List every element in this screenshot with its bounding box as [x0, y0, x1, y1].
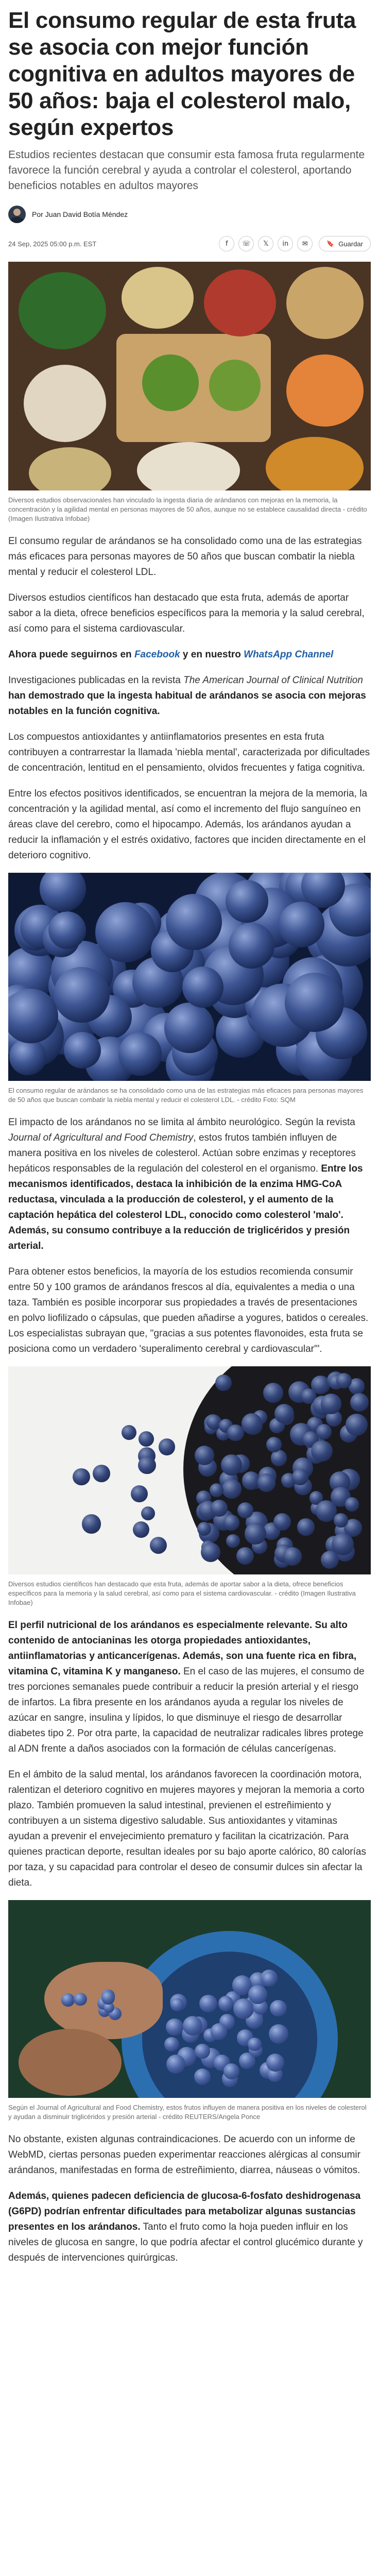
figure-3: [8, 1366, 371, 1607]
figure-1-caption: Diversos estudios observacionales han vinculado la ingesta diaria de arándanos con mejoras en la memoria, la concentración y la agilidad mental en personas mayores de 50 años, aunque no se establece causalidad directa - crédito (Imagen Ilustrativa Infobae): [8, 496, 367, 522]
blueberry: [195, 1446, 214, 1465]
blueberry: [279, 902, 324, 947]
blueberry: [133, 1521, 149, 1538]
blueberry-harvest-image: [8, 1900, 371, 2098]
bold-text: El perfil nutricional de los arándanos es especialmente relevante. Su alto contenido de antocianinas les otorga propiedades antioxidantes, antiinflamatorias y anticancerígenas. Además, son una fuente rica en fibra, vitamina C, vitamina K y manganeso.: [8, 1620, 357, 1677]
blueberry: [334, 1513, 348, 1528]
text: , estos frutos también influyen de manera positiva en los niveles de colesterol. Actúan sobre enzimas y receptores hepáticos responsables de la regulación del colesterol en el organismo.: [8, 1132, 356, 1174]
linkedin-share-button[interactable]: [278, 236, 293, 251]
facebook-icon: f: [226, 240, 228, 248]
article-headline: El consumo regular de esta fruta se asocia con mejor función cognitiva en adultos mayores de 50 años: baja el colesterol malo, según expertos: [8, 8, 356, 140]
text: En el caso de las mujeres, el consumo de tres porciones semanales puede contribuir a reducir la presión arterial y el riesgo de infartos. La fibra presente en los arándanos ayuda a regular los niveles de azúcar en sangre, insulina y lípidos, lo que disminuye el riesgo de desarrollar diabetes tipo 2. Por otra parte, la capacidad de neutralizar radicales libres protege al ADN frente a daños asociados con la formación de células cancerígenas.: [8, 1666, 365, 1754]
blueberry: [73, 1468, 90, 1486]
blueberry: [166, 894, 222, 951]
blueberry: [118, 1032, 161, 1075]
facebook-share-button[interactable]: [219, 236, 234, 251]
blueberry: [257, 1473, 275, 1492]
blueberry: [159, 1438, 176, 1455]
blueberry: [210, 1483, 223, 1497]
text: Investigaciones publicadas en la revista: [8, 675, 184, 686]
hand: [19, 2029, 122, 2096]
blueberry: [222, 1479, 242, 1499]
food-flatlay-image: [8, 262, 371, 490]
save-button[interactable]: [319, 236, 371, 251]
blueberry: [262, 1972, 277, 1987]
blueberry: [266, 2054, 284, 2072]
bookmark-icon: 🔖: [326, 240, 335, 247]
blueberry: [138, 1456, 156, 1475]
blueberry: [93, 1465, 110, 1482]
blueberry: [131, 1485, 148, 1502]
blueberry: [82, 1514, 101, 1534]
whatsapp-share-button[interactable]: [238, 236, 254, 251]
blueberry: [74, 1993, 87, 2006]
blueberry: [8, 989, 58, 1043]
paragraph: [8, 2189, 371, 2266]
follow-us-paragraph: [8, 647, 371, 663]
paragraph: [8, 673, 371, 719]
blueberry: [48, 911, 86, 949]
blueberry: [270, 2000, 287, 2017]
blueberry: [229, 923, 274, 969]
x-share-button[interactable]: [258, 236, 273, 251]
email-icon: ✉: [302, 240, 308, 248]
blueberry: [297, 1518, 315, 1536]
facebook-link[interactable]: Facebook: [134, 649, 180, 660]
blueberry: [273, 1513, 291, 1531]
follow-us-text: Ahora puede seguirnos en: [8, 649, 134, 660]
meta-row: [8, 235, 371, 252]
blueberry: [95, 902, 156, 962]
blueberry: [350, 1393, 369, 1412]
figure-4-caption: Según el Journal of Agricultural and Food Chemistry, estos frutos influyen de manera positiva en los niveles de colesterol y ayudan a disminuir triglicéridos y presión arterial - crédito REUTERS/Angela Ponce: [8, 2104, 367, 2121]
blueberry: [141, 1506, 155, 1520]
blueberry: [321, 1394, 341, 1414]
whatsapp-channel-link[interactable]: WhatsApp Channel: [244, 649, 334, 660]
linkedin-icon: in: [282, 240, 289, 248]
save-button-label: Guardar: [338, 240, 363, 248]
bold-text: Entre los mecanismos identificados, destaca la inhibición de la enzima HMG-CoA reductasa, vinculada a la producción de colesterol, y el aumento de la captación hepática del colesterol LDL, conocido como colesterol 'malo'. Además, su consumo contribuye a la reducción de triglicéridos y presión arterial.: [8, 1163, 363, 1251]
text: Tanto el fruto como la hoja pueden influir en los niveles de glucosa en sangre, lo que podría afectar el control glucémico durante y después de intervenciones quirúrgicas.: [8, 2222, 363, 2263]
blueberry: [226, 1534, 239, 1548]
figure-3-caption: Diversos estudios científicos han destacado que esta fruta, además de aportar sabor a la dieta, ofrece beneficios específicos para la memoria y la salud cerebral, así como para el sistema cardiovascular. - crédito (Imagen Ilustrativa Infobae): [8, 1580, 356, 1606]
blueberry: [346, 1414, 368, 1436]
blueberry: [223, 2063, 239, 2079]
blueberry: [164, 1003, 215, 1053]
figure-4: [8, 1900, 371, 2122]
blueberry: [54, 967, 110, 1023]
blueberry: [226, 880, 268, 923]
paragraph: Entre los efectos positivos identificados, se encuentran la mejora de la memoria, la concentración y la agilidad mental, así como el incremento del flujo sanguíneo en áreas clave del cerebro, como el hipocampo. Además, los arándanos ayudan a reducir la inflamación y el estrés oxidativo, factores que inciden directamente en el deterioro cognitivo.: [8, 788, 368, 861]
journal-name: Journal of Agricultural and Food Chemistry: [8, 1132, 194, 1143]
blueberry: [248, 1985, 267, 2004]
paragraph: Diversos estudios científicos han destacado que esta fruta, además de aportar sabor a la dieta, ofrece beneficios específicos para la memoria y la salud cerebral, así como para el sistema cardiovascular.: [8, 592, 365, 634]
blueberry: [248, 2038, 261, 2051]
blueberry-bowl-image: [8, 1366, 371, 1574]
author-avatar[interactable]: [8, 206, 26, 223]
blueberry: [64, 1032, 101, 1069]
figure-1: [8, 262, 371, 523]
blueberry: [164, 2037, 179, 2052]
bold-text: Además, quienes padecen deficiencia de glucosa-6-fosfato deshidrogenasa (G6PD) podrían enfrentar dificultades para metabolizar algunas sustancias presentes en los arándanos.: [8, 2191, 361, 2232]
paragraph: [8, 1115, 371, 1254]
text: El impacto de los arándanos no se limita al ámbito neurológico. Según la revista: [8, 1117, 355, 1128]
blueberry: [101, 1991, 115, 2004]
blueberry: [122, 1425, 136, 1440]
bold-text: han demostrado que la ingesta habitual de arándanos se asocia con mejoras notables en la función cognitiva.: [8, 690, 366, 717]
paragraph: Para obtener estos beneficios, la mayoría de los estudios recomienda consumir entre 50 y 100 gramos de arándanos frescos al día, equivalentes a media o una taza. También es posible incorporar sus propiedades a través de presentaciones en polvo liofilizado o cápsulas, que pueden añadirse a yogures, batidos o cereales. Los especialistas subrayan que, "gracias a sus potentes flavonoides, esta fruta se posiciona como un verdadero 'superalimento cerebral y cardiovascular'".: [8, 1266, 369, 1354]
x-icon: 𝕏: [263, 240, 269, 248]
blueberry: [150, 1537, 167, 1554]
paragraph: En el ámbito de la salud mental, los arándanos favorecen la coordinación motora, ralentizan el deterioro cognitivo en mujeres mayores y mejoran la memoria a corto plazo. También promueven la salud intestinal, previenen el estreñimiento y contribuyen a un sistema digestivo saludable. Sus antioxidantes y vitaminas ayudan a prevenir el envejecimiento prematuro y facilitan la cicatrización. Para quienes practican deporte, resultan ideales por su bajo aporte calórico, 80 calorías por taza, y su capacidad para controlar el deseo de consumir dulces sin afectar la dieta.: [8, 1769, 366, 1888]
article-subheadline: Estudios recientes destacan que consumir esta famosa fruta regularmente favorece la función cerebral y ayuda a controlar el colesterol, aportando beneficios notables en adultos mayores: [8, 149, 365, 192]
email-share-button[interactable]: [297, 236, 313, 251]
blueberry: [139, 1431, 154, 1447]
blueberry: [245, 1523, 266, 1545]
blueberry: [218, 1996, 233, 2011]
blueberry: [199, 1995, 217, 2012]
blueberry: [166, 2055, 185, 2074]
whatsapp-icon: ☏: [242, 240, 251, 248]
author-prefix: Por: [32, 210, 43, 218]
author-name-link[interactable]: Juan David Botía Méndez: [45, 210, 128, 218]
blueberry: [311, 1440, 332, 1462]
paragraph: Los compuestos antioxidantes y antiinflamatorios presentes en esta fruta contribuyen a contrarrestar la llamada 'niebla mental', caracterizada por dificultades de concentración, lentitud en el pensamiento, olvidos frecuentes y fatiga cognitiva.: [8, 732, 370, 773]
blueberry: [183, 2016, 202, 2036]
share-bar: [215, 236, 371, 251]
blueberry: [263, 1383, 283, 1403]
blueberry: [285, 973, 344, 1032]
paragraph: No obstante, existen algunas contraindicaciones. De acuerdo con un informe de WebMD, ciertas personas pueden experimentar reacciones alérgicas al consumir arándanos, manifestadas en forma de estreñimiento, diarrea, náuseas o vómitos.: [8, 2134, 360, 2176]
blueberry: [237, 1502, 253, 1518]
paragraph: [8, 1618, 371, 1757]
blueberry: [242, 1413, 262, 1434]
blueberry: [292, 1469, 308, 1485]
byline: [8, 205, 371, 224]
blueberry: [345, 1497, 359, 1511]
follow-us-text: y en nuestro: [180, 649, 244, 660]
blueberry: [211, 1500, 228, 1517]
blueberries-closeup-image: [8, 873, 371, 1081]
blueberry: [236, 1547, 254, 1565]
publish-date: 24 Sep, 2025 05:00 p.m. EST: [8, 240, 97, 248]
figure-2-caption: El consumo regular de arándanos se ha consolidado como una de las estrategias más eficaces para personas mayores de 50 años que buscan combatir la niebla mental y reducir el colesterol LDL. - crédito Foto: SQM: [8, 1087, 364, 1104]
blueberry: [283, 1547, 302, 1566]
blueberry: [321, 1551, 339, 1569]
journal-name: The American Journal of Clinical Nutrition: [183, 675, 363, 686]
blueberry: [9, 1038, 46, 1075]
blueberry: [61, 1993, 75, 2007]
figure-2: [8, 873, 371, 1105]
paragraph: El consumo regular de arándanos se ha consolidado como una de las estrategias más eficaces para personas mayores de 50 años que buscan combatir la niebla mental y reducir el colesterol LDL.: [8, 536, 362, 578]
blueberry: [274, 1404, 294, 1423]
